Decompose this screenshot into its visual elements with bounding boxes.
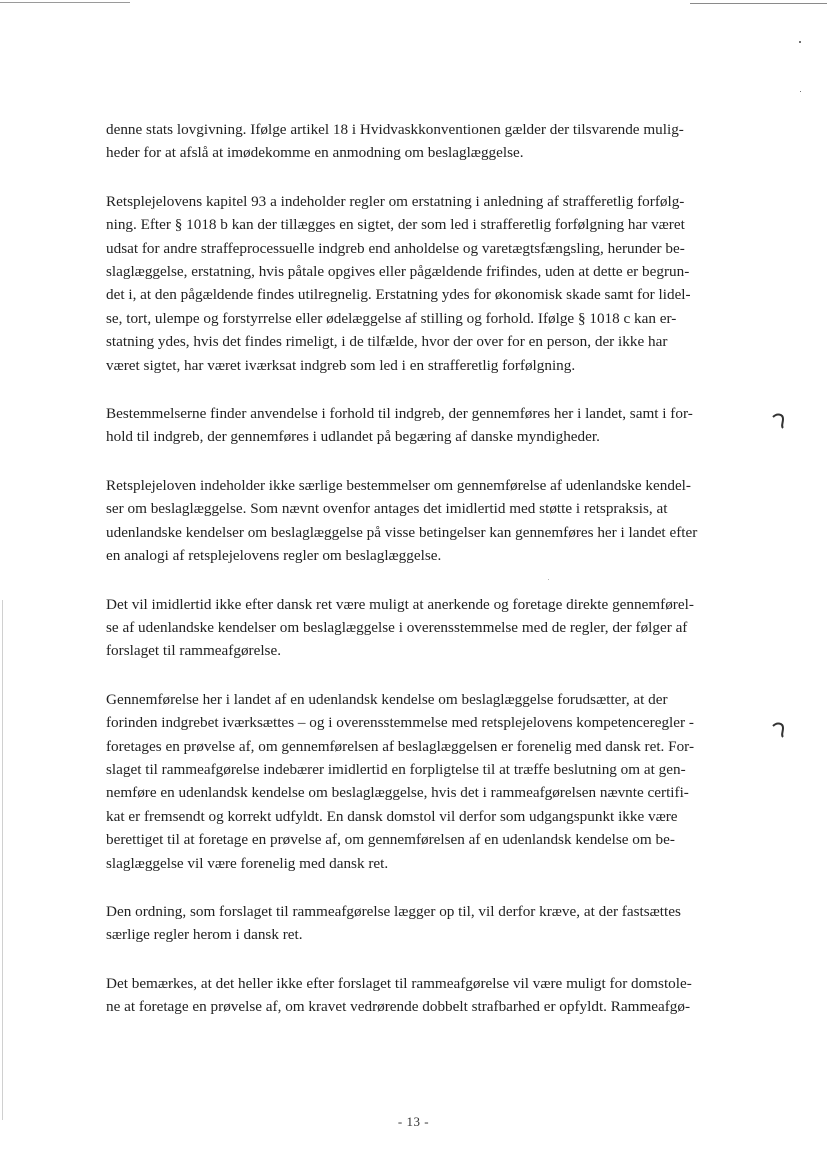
scan-border-left (2, 600, 3, 1120)
text-line: Den ordning, som forslaget til rammeafgørelse lægger op til, vil derfor kræve, at der fastsættes (106, 902, 681, 920)
text-line: Retsplejeloven indeholder ikke særlige bestemmelser om gennemførelse af udenlandske kendel- (106, 476, 691, 494)
scan-speck (799, 41, 801, 43)
text-line: en analogi af retsplejelovens regler om beslaglæggelse. (106, 547, 442, 565)
document-body (106, 118, 768, 1044)
paragraph (106, 402, 768, 449)
paragraph (106, 190, 768, 377)
text-line: kat er fremsendt og korrekt udfyldt. En dansk domstol vil derfor som udgangspunkt ikke være (106, 807, 678, 825)
text-line: statning ydes, hvis det findes rimeligt, i de tilfælde, hvor der over for en person, der ikke har (106, 333, 668, 351)
text-line: denne stats lovgivning. Ifølge artikel 18 i Hvidvaskkonventionen gælder der tilsvarende mulig- (106, 121, 684, 138)
text-line: Det vil imidlertid ikke efter dansk ret være muligt at anerkende og foretage direkte gennemførel- (106, 595, 694, 613)
text-line: se af udenlandske kendelser om beslaglæggelse i overensstemmelse med de regler, der følger af (106, 618, 688, 636)
text-line: det i, at den pågældende findes utilregnelig. Erstatning ydes for økonomisk skade samt for lidel- (106, 286, 691, 304)
text-line: slaglæggelse vil være forenelig med dansk ret. (106, 854, 389, 872)
text-line: udenlandske kendelser om beslaglæggelse på visse betingelser kan gennemføres her i landet efter (106, 523, 698, 541)
text-line: Bestemmelserne finder anvendelse i forhold til indgreb, der gennemføres her i landet, samt i for- (106, 405, 693, 423)
scan-border-top-left (0, 2, 130, 3)
text-line: hold til indgreb, der gennemføres i udlandet på begæring af danske myndigheder. (106, 428, 600, 446)
text-line: ne at foretage en prøvelse af, om kravet vedrørende dobbelt strafbarhed er opfyldt. Rammeafgø- (106, 998, 691, 1016)
scan-speck (800, 91, 801, 92)
text-line: Gennemførelse her i landet af en udenlandsk kendelse om beslaglæggelse forudsætter, at der (106, 690, 668, 708)
text-line: slaget til rammeafgørelse indebærer imidlertid en forpligtelse til at træffe beslutning om at gen- (106, 760, 686, 778)
text-line: heder for at afslå at imødekomme en anmodning om beslaglæggelse. (106, 144, 524, 162)
text-line: ser om beslaglæggelse. Som nævnt ovenfor antages det imidlertid med støtte i retspraksis, at (106, 500, 668, 518)
text-line: berettiget til at foretage en prøvelse af, om gennemførelsen af en udenlandsk kendelse om be- (106, 831, 675, 849)
text-line: nemføre en udenlandsk kendelse om beslaglæggelse, hvis det i rammeafgørelsen nævnte certifi- (106, 784, 689, 802)
text-line: se, tort, ulempe og forstyrrelse eller ødelæggelse af stilling og forhold. Ifølge § 1018 c kan er- (106, 309, 677, 327)
punch-hole-mark-icon (772, 413, 786, 429)
text-line: særlige regler herom i dansk ret. (106, 926, 303, 944)
text-line: udsat for andre straffeprocessuelle indgreb end anholdelse og varetægtsfængsling, herunder be- (106, 239, 685, 257)
text-line: Retsplejelovens kapitel 93 a indeholder regler om erstatning i anledning af strafferetlig forfølg- (106, 192, 685, 210)
paragraph (106, 972, 768, 1019)
text-line: Det bemærkes, at det heller ikke efter forslaget til rammeafgørelse vil være muligt for domstole- (106, 974, 692, 992)
punch-hole-mark-icon (772, 722, 786, 738)
paragraph (106, 688, 768, 875)
text-line: forslaget til rammeafgørelse. (106, 642, 282, 660)
paragraph (106, 118, 768, 165)
page-number: - 13 - (397, 1114, 430, 1129)
paragraph (106, 900, 768, 947)
text-line: været sigtet, har været iværksat indgreb som led i en strafferetlig forfølgning. (106, 356, 576, 374)
text-line: ning. Efter § 1018 b kan der tillægges en sigtet, der som led i strafferetlig forfølgning har været (106, 216, 685, 234)
text-line: forinden indgrebet iværksættes – og i overensstemmelse med retsplejelovens kompetenceregler - (106, 714, 694, 732)
paragraph (106, 593, 768, 663)
text-line: slaglæggelse, erstatning, hvis påtale opgives eller pågældende frifindes, uden at dette er begrun- (106, 263, 690, 281)
scan-border-top-right (690, 3, 827, 4)
text-line: foretages en prøvelse af, om gennemførelsen af beslaglæggelsen er forenelig med dansk ret. For- (106, 737, 694, 755)
paragraph (106, 474, 768, 568)
